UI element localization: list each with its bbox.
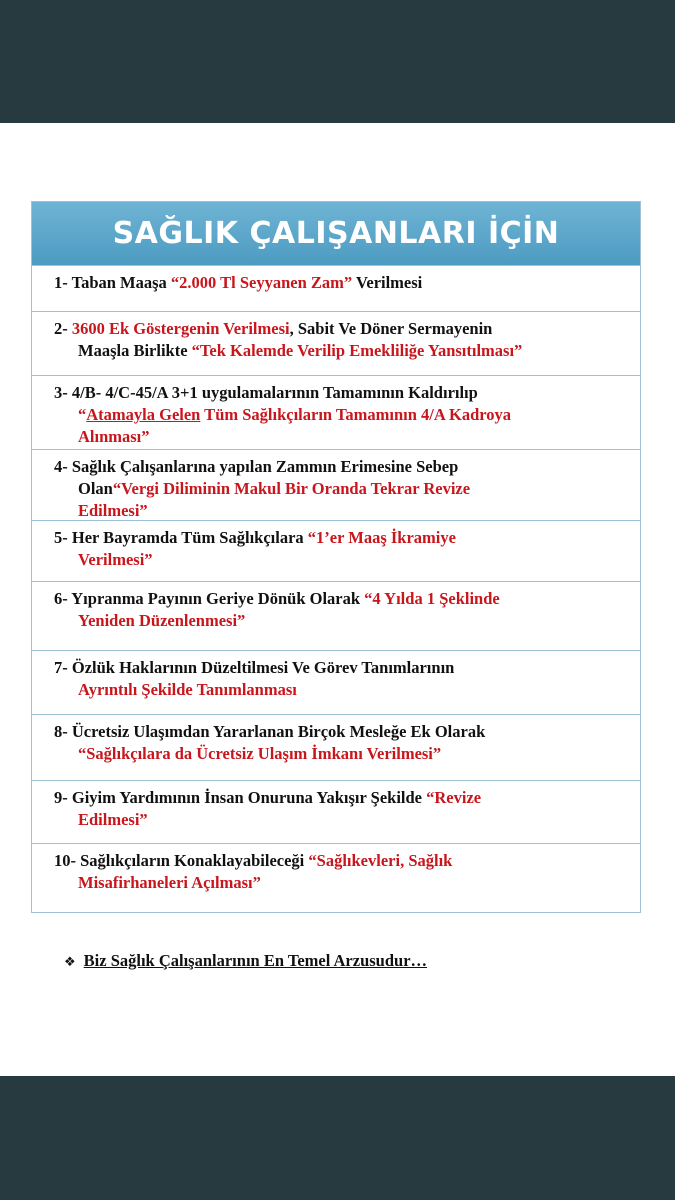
bottom-frame-bar (0, 1076, 675, 1200)
closing-statement: ❖ Biz Sağlık Çalışanlarının En Temel Arzusudur… (64, 951, 428, 970)
table-row-2: 2- 3600 Ek Göstergenin Verilmesi, Sabit Ve Döner Sermayenin Maaşla Birlikte “Tek Kalemde Verilip Emekliliğe Yansıtılması” (32, 311, 640, 375)
table-row-1: 1- Taban Maaşa “2.000 Tl Seyyanen Zam” Verilmesi (32, 265, 640, 311)
table-row-5: 5- Her Bayramda Tüm Sağlıkçılara “1’er Maaş İkramiye Verilmesi” (32, 520, 640, 581)
table-row-9: 9- Giyim Yardımının İnsan Onuruna Yakışır Şekilde “Revize Edilmesi” (32, 780, 640, 843)
demands-table (31, 201, 641, 913)
table-row-3: 3- 4/B- 4/C-45/A 3+1 uygulamalarının Tamamının Kaldırılıp “Atamayla Gelen Tüm Sağlıkçıların Tamamının 4/A Kadroya Alınması” (32, 375, 640, 449)
diamond-bullet-icon: ❖ (64, 955, 76, 970)
table-row-4: 4- Sağlık Çalışanlarına yapılan Zammın Erimesine Sebep Olan“Vergi Diliminin Makul Bir Oranda Tekrar Revize Edilmesi” (32, 449, 640, 520)
table-row-10: 10- Sağlıkçıların Konaklayabileceği “Sağlıkevleri, Sağlık Misafirhaneleri Açılması” (32, 843, 640, 912)
table-row-6: 6- Yıpranma Payının Geriye Dönük Olarak “4 Yılda 1 Şeklinde Yeniden Düzenlenmesi” (32, 581, 640, 650)
table-row-7: 7- Özlük Haklarının Düzeltilmesi Ve Görev Tanımlarının Ayrıntılı Şekilde Tanımlanması (32, 650, 640, 714)
table-header: SAĞLIK ÇALIŞANLARI İÇİN (32, 202, 640, 265)
document-page (0, 123, 675, 1076)
top-frame-bar (0, 0, 675, 123)
table-row-8: 8- Ücretsiz Ulaşımdan Yararlanan Birçok Mesleğe Ek Olarak “Sağlıkçılara da Ücretsiz Ulaşım İmkanı Verilmesi” (32, 714, 640, 780)
